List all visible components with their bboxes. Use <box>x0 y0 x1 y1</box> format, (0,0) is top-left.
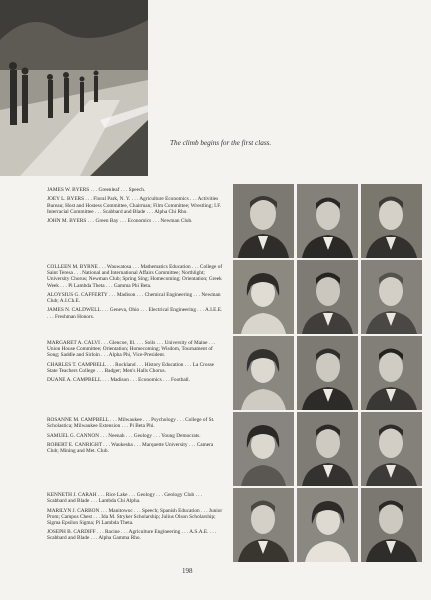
bio-entry: JOHN M. BYERS . . . Green Bay . . . Economics . . . Newman Club. <box>47 218 193 224</box>
portrait-grid <box>233 184 422 565</box>
bio-entry: DUANE A. CAMPBELL . . . Madison . . . Economics . . . Football. <box>47 377 190 384</box>
bio-entry: ALOYSIUS G. CAFFERTY . . . Madison . . . Chemical Engineering . . . Newman Club; A.I.Ch.E. <box>47 291 221 305</box>
bio-entry: JOEY L. BYERS . . . Floral Park, N. Y. . . . Agriculture Economics . . . Activities Bureau; Host and Hostess Committee, Chairman; Film Committee; Wrestling; I.F. Interracial Committee . . . Scabbard and Blade . . . Alpha Chi Rho. <box>47 196 222 215</box>
campus-photo <box>0 0 148 176</box>
portrait <box>361 184 422 258</box>
bio-entry: ROBERT E. CANRIGHT . . . Waukesha . . . Marquette University . . . Camera Club; Mining and Met. Club. <box>47 441 214 454</box>
portrait <box>361 260 422 334</box>
portrait <box>361 488 422 562</box>
photo-caption: The climb begins for the first class. <box>170 139 272 147</box>
portrait <box>297 488 358 562</box>
bio-group-2 <box>47 264 223 323</box>
bio-entry: JAMES W. BYERS . . . Greenleaf . . . Speech. <box>47 187 146 193</box>
portrait <box>233 336 294 410</box>
bio-entry: CHARLES T. CAMPBELL . . . Rockland . . . History Education . . . La Crosse State Teachers College . . . Badger; Men's Halls Chorus. <box>47 361 215 374</box>
bio-entry: COLLEEN M. BYRNE . . . Wauwatosa . . . Mathematics Education . . . College of Saint Teresa . . . National and International Affairs Committee; Northlight; University Chorus; Newman Club; Spring Sing; Homecoming; Orientation; Greek Week . . . Pi Lambda Theta . . . Gamma Phi Beta. <box>47 264 223 289</box>
bio-entry: JOSEPH B. CARDIFF . . . Racine . . . Agriculture Engineering . . . A.S.A.E. . . . Scabbard and Blade . . . Alpha Gamma Rho. <box>47 529 217 542</box>
bio-entry: ROSANNE M. CAMPBELL . . . Milwaukee . . . Psychology . . . College of St. Scholastica; Milwaukee Extension . . . Pi Beta Phi. <box>47 417 215 430</box>
portrait <box>233 488 294 562</box>
portrait <box>297 412 358 486</box>
portrait <box>233 412 294 486</box>
campus-photo-art <box>0 0 148 176</box>
portrait <box>297 336 358 410</box>
bio-entry: SAMUEL G. CANNON . . . Neenah . . . Geology . . . Young Democrats. <box>47 432 201 439</box>
page-number: 198 <box>182 567 193 575</box>
portrait <box>233 184 294 258</box>
portrait <box>361 336 422 410</box>
bio-group-1 <box>47 187 223 227</box>
portrait <box>233 260 294 334</box>
bio-group-3 <box>47 340 223 387</box>
bio-entry: MARILYN J. CARBON . . . Manitowoc . . . Speech; Spanish Education . . . Junior Prom; Campus Chest . . . Ida M. Stryker Scholarship; Julius Olson Scholarship; Sigma Epsilon Sigma; Pi Lambda Theta. <box>47 507 223 526</box>
bio-entry: MARGARET A. CALVI . . . Glencoe, Ill. . . . Soils . . . University of Maine . . . Union House Committee; Orientation; Homecoming; Wisdom, Tournament of Song; Saddle and Sirloin . . . Alpha Phi, Vice-President. <box>47 340 216 359</box>
bio-group-5 <box>47 492 223 545</box>
bio-entry: JAMES N. CALDWELL . . . Geneva, Ohio . . . Electrical Engineering . . . A.I.E.E. . . . Freshman Honors. <box>47 307 223 320</box>
portrait <box>297 184 358 258</box>
bio-entry: KENNETH J. CARAH . . . Rice Lake . . . Geology . . . Geology Club . . . Scabbard and Blade . . . Lambda Chi Alpha. <box>47 492 203 505</box>
portrait <box>361 412 422 486</box>
bio-group-4 <box>47 417 223 457</box>
portrait <box>297 260 358 334</box>
